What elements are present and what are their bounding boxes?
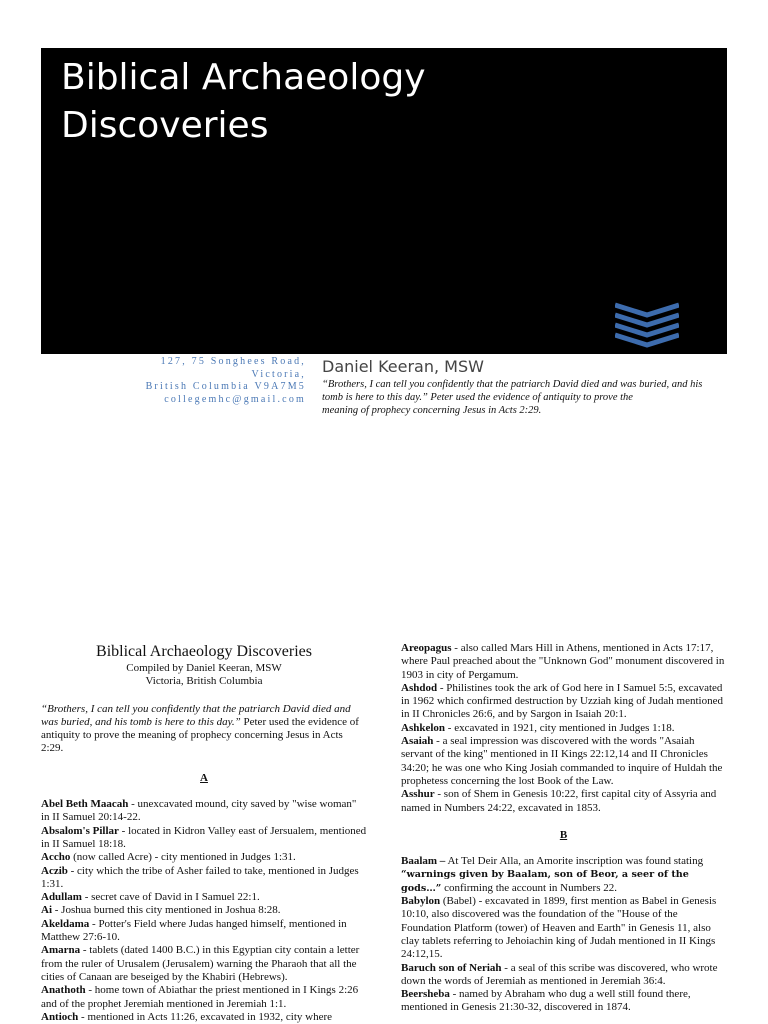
glossary-entry xyxy=(401,735,726,788)
glossary-entry xyxy=(401,788,726,815)
entry-term: Aczib xyxy=(41,864,68,877)
entry-text: - also called Mars Hill in Athens, mentioned in Acts 17:17, where Paul preached about the "Unknown God" monument discovered in 1903 in city of Pergamum. xyxy=(401,642,725,681)
contact-address xyxy=(126,356,306,406)
section-heading-a: A xyxy=(200,771,208,784)
author-name: Daniel Keeran, MSW xyxy=(322,357,484,376)
intro-paragraph xyxy=(41,703,367,756)
entry-text: - son of Shem in Genesis 10:22, first capital city of Assyria and named in Numbers 24:22, excavated in 1853. xyxy=(401,788,717,814)
entry-text: - secret cave of David in I Samuel 22:1. xyxy=(81,891,260,904)
entry-term: Asshur xyxy=(401,788,435,801)
entry-term: Absalom's Pillar xyxy=(41,824,119,837)
entry-term: Anathoth xyxy=(41,984,86,997)
chevron-stack-icon xyxy=(615,302,679,348)
entry-term: Asaiah xyxy=(401,735,434,748)
entry-text: confirming the account in Numbers 22. xyxy=(441,881,617,894)
entry-term: Abel Beth Maacah xyxy=(41,798,129,811)
entry-term: Accho xyxy=(41,851,71,864)
entry-term: Baruch son of Neriah xyxy=(401,961,502,974)
entry-term: Areopagus xyxy=(401,642,452,654)
right-column xyxy=(401,642,726,1015)
glossary-entry xyxy=(41,891,367,904)
cover-title xyxy=(61,54,661,150)
cover-quote-text: “Brothers, I can tell you confidently that the patriarch David died and was buried, and his tomb is here to this day.” Peter used the evidence of antiquity to prove the xyxy=(322,379,703,403)
entry-text: - excavated in 1921, city mentioned in Judges 1:18. xyxy=(445,721,675,734)
glossary-entry xyxy=(401,962,726,989)
entry-text: - tablets (dated 1400 B.C.) in this Egyptian city contain a letter from the ruler of Urusalem (Jerusalem) warning the Pharaoh that all the cities of Canaan are beseiged by the Khabiri (Hebrews). xyxy=(41,944,360,983)
cover-banner xyxy=(41,48,727,354)
left-column xyxy=(41,640,367,1024)
entry-text: (now called Acre) - city mentioned in Judges 1:31. xyxy=(70,851,296,864)
entries-list-a-continued xyxy=(401,642,726,815)
section-heading-b: B xyxy=(559,828,568,841)
document-title: Biblical Archaeology Discoveries xyxy=(96,643,312,660)
entry-text: - mentioned in Acts 11:26, excavated in 1932, city where xyxy=(78,1010,333,1023)
entry-text: - Joshua burned this city mentioned in Joshua 8:28. xyxy=(52,904,281,917)
entry-text: - a seal of this scribe was discovered, who wrote down the words of Jeremiah as mentioned in Jeremiah 36:4. xyxy=(401,961,718,987)
entry-term: Babylon xyxy=(401,895,441,908)
baalam-quote: “warnings given by Baalam, son of Beor, a seer of the gods…” xyxy=(401,869,689,894)
address-line: British Columbia V9A7M5 xyxy=(145,381,306,392)
glossary-entry xyxy=(41,918,367,945)
entry-term: Antioch xyxy=(41,1010,79,1023)
entry-text: - city which the tribe of Asher failed to take, mentioned in Judges 1:31. xyxy=(41,864,359,890)
email-address: collegemhc@gmail.com xyxy=(164,393,306,405)
entry-text: - home town of Abiathar the priest mentioned in I Kings 2:26 and of the prophet Jeremiah mentioned in Jeremiah 1:1. xyxy=(41,984,359,1010)
glossary-entry xyxy=(401,988,726,1015)
intro-quote: “Brothers, I can tell you confidently that the patriarch David died and was buried, and his tomb is here to this day.” xyxy=(41,702,351,728)
cover-quote-tail: meaning of prophecy concerning Jesus in Acts 2:29. xyxy=(322,404,542,416)
compiled-by: Compiled by Daniel Keeran, MSW xyxy=(126,662,282,674)
entries-list-b xyxy=(401,895,726,1015)
entry-baalam xyxy=(401,855,726,895)
glossary-entry xyxy=(401,682,726,722)
entry-text: - a seal impression was discovered with the words "Asaiah servant of the king" mentioned in II Kings 22:12,14 and II Chronicles 34:20; he was one who King Josiah commanded to inquire of Huldah the prophetess concerning the lost Book of the Law. xyxy=(401,735,723,787)
entry-term: Ashkelon xyxy=(401,721,446,734)
entry-text: - named by Abraham who dug a well still found there, mentioned in Genesis 21:30-32, discovered in 1874. xyxy=(401,988,691,1014)
entry-text: At Tel Deir Alla, an Amorite inscription was found stating xyxy=(445,855,704,868)
glossary-entry xyxy=(41,944,367,984)
entry-term: Beersheba xyxy=(401,988,450,1001)
address-line: 127, 75 Songhees Road, xyxy=(160,356,306,367)
cover-title-line1: Biblical Archaeology xyxy=(61,57,426,98)
entry-term: Baalam – xyxy=(401,855,446,868)
entry-term: Ai xyxy=(41,904,52,917)
entry-text: - Philistines took the ark of God here in I Samuel 5:5, excavated in 1962 which confirmed destruction by Uzziah king of Judah mentioned in II Chronicles 26:6, and by Sargon in Isaiah 20:1. xyxy=(401,681,723,721)
cover-quote xyxy=(322,379,718,417)
intro-rest: Peter used the evidence of antiquity to prove the meaning of prophecy concerning Jesus in Acts 2:29. xyxy=(41,715,359,755)
glossary-entry xyxy=(41,865,367,892)
entry-term: Akeldama xyxy=(41,917,90,930)
entries-list-a xyxy=(41,798,367,1024)
glossary-entry xyxy=(401,642,726,682)
glossary-entry xyxy=(41,825,367,852)
cover-title-line2: Discoveries xyxy=(61,105,269,146)
entry-text: - unexcavated mound, city saved by "wise woman" in II Samuel 20:14-22. xyxy=(41,798,357,824)
glossary-entry xyxy=(41,798,367,825)
entry-term: Adullam xyxy=(41,891,82,904)
address-line: Victoria, xyxy=(251,368,306,380)
glossary-entry xyxy=(401,895,726,961)
glossary-entry xyxy=(41,851,367,864)
entry-text: (Babel) - excavated in 1899, first mention as Babel in Genesis 10:10, also discovered was the foundation of the "House of the Foundation Platform (tower) of Heaven and Earth" in Genesis 11, also clay tablets referring to Jehoiachin king of Judah mentioned in II Kings 24:12,15. xyxy=(401,895,717,961)
glossary-entry xyxy=(401,722,726,735)
glossary-entry xyxy=(41,984,367,1011)
entry-term: Ashdod xyxy=(401,681,438,694)
glossary-entry xyxy=(41,1011,367,1024)
entry-text: - Potter's Field where Judas hanged himself, mentioned in Matthew 27:6-10. xyxy=(41,917,347,944)
location: Victoria, British Columbia xyxy=(145,675,263,688)
entry-text: - located in Kidron Valley east of Jersualem, mentioned in II Samuel 18:18. xyxy=(41,824,367,850)
glossary-entry xyxy=(41,904,367,917)
entry-term: Amarna xyxy=(41,944,81,957)
